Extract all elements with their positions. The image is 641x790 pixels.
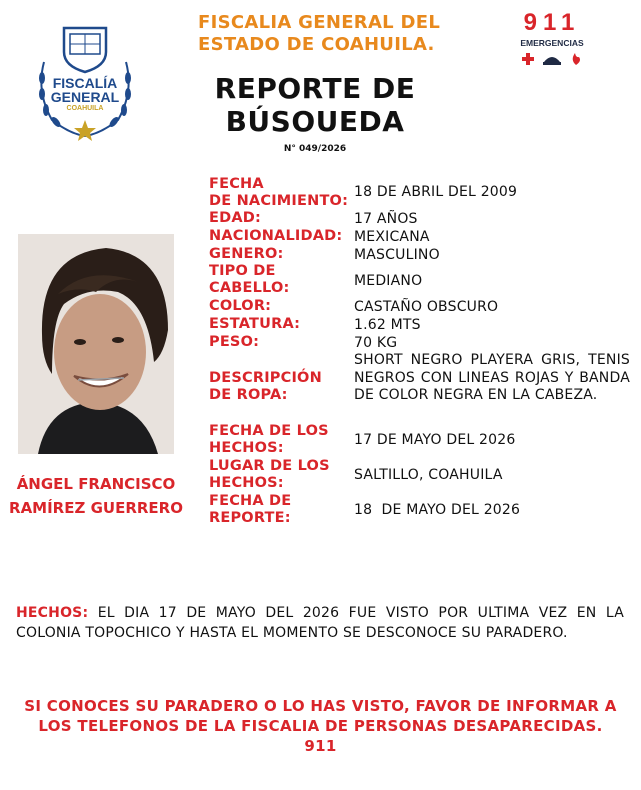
value-fecha-hechos: 17 DE MAYO DEL 2026 [354,432,516,448]
value-fecha-nacimiento: 18 DE ABRIL DEL 2009 [354,184,518,200]
org-name [198,12,448,56]
value-tipo-cabello: MEDIANO [354,273,423,289]
label-color: COLOR: [209,298,272,314]
value-fecha-reporte: 18 DE MAYO DEL 2026 [354,502,521,518]
logo-911-number: 911 [523,9,581,36]
value-descripcion-ropa: SHORT NEGRO PLAYERA GRIS, TENIS NEGROS CON LINEAS ROJAS Y BANDA DE COLOR NEGRA EN LA CABEZA. [354,352,630,403]
fiscalia-logo [30,22,140,142]
logo-text-line2: GENERAL [50,89,120,105]
value-nacionalidad: MEXICANA [354,229,430,245]
hechos-paragraph [16,603,624,643]
logo-911-label: EMERGENCIAS [520,38,584,48]
cta-line2: LOS TELEFONOS DE LA FISCALIA DE PERSONAS DESAPARECIDAS. [38,717,603,735]
value-estatura: 1.62 MTS [354,317,421,333]
logo-text-line1: FISCALÍA [52,75,118,91]
cta-line1: SI CONOCES SU PARADERO O LO HAS VISTO, FAVOR DE INFORMAR A [24,697,617,715]
value-color: CASTAÑO OBSCURO [354,299,499,315]
cta-phone: 911 [304,737,337,755]
value-peso: 70 KG [354,335,398,351]
label-edad: EDAD: [209,210,261,226]
label-fecha-hechos: FECHA DE LOS HECHOS: [209,423,329,456]
police-cap-icon [543,57,561,65]
folio-number: N° 049/2026 [283,144,347,154]
label-nacionalidad: NACIONALIDAD: [209,228,343,244]
value-genero: MASCULINO [354,247,440,263]
report-title-line1: REPORTE DE [214,72,416,105]
hechos-text: EL DIA 17 DE MAYO DEL 2026 FUE VISTO POR ULTIMA VEZ EN LA COLONIA TOPOCHICO Y HASTA EL MOMENTO SE DESCONOCE SU PARADERO. [16,605,624,641]
portrait-icon [18,234,174,454]
hechos-label: HECHOS: [16,605,89,621]
org-name-line2: ESTADO DE COAHUILA. [198,34,435,55]
label-genero: GENERO: [209,246,284,262]
fire-icon [573,53,580,65]
label-fecha-reporte: FECHA DE REPORTE: [209,493,292,526]
label-estatura: ESTATURA: [209,316,301,332]
emergencias-911-logo [512,10,592,74]
label-descripcion-ropa: DESCRIPCIÓN DE ROPA: [209,370,322,403]
label-tipo-cabello: TIPO DE CABELLO: [209,263,290,296]
value-edad: 17 AÑOS [354,211,418,227]
label-fecha-nacimiento: FECHA DE NACIMIENTO: [209,176,349,209]
person-name-line1: ÁNGEL FRANCISCO [16,475,176,493]
logo-text-line3: COAHUILA [66,105,104,112]
call-to-action [8,696,633,756]
red-cross-icon [522,53,534,65]
person-photo [18,234,174,454]
report-title [165,72,465,138]
person-name [0,472,192,520]
org-name-line1: FISCALIA GENERAL DEL [198,12,441,33]
label-peso: PESO: [209,334,260,350]
report-title-line2: BÚSOUEDA [225,105,405,138]
person-name-line2: RAMÍREZ GUERRERO [9,499,183,517]
value-lugar-hechos: SALTILLO, COAHUILA [354,467,503,483]
label-lugar-hechos: LUGAR DE LOS HECHOS: [209,458,330,491]
